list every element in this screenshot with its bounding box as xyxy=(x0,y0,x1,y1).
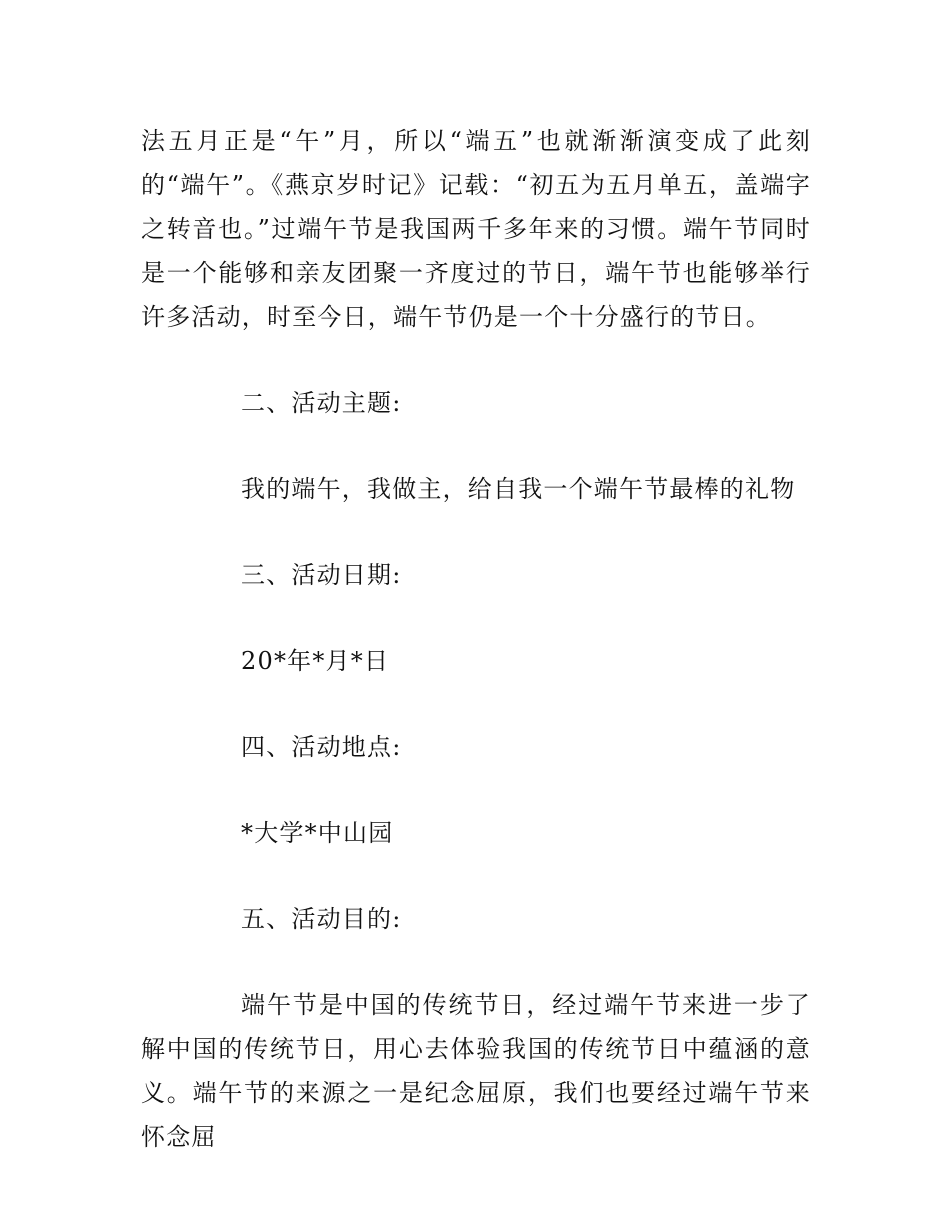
section-heading-purpose: 五、活动目的: xyxy=(241,905,402,933)
spacer xyxy=(141,855,811,897)
spacer xyxy=(141,339,811,381)
spacer xyxy=(141,683,811,725)
spacer xyxy=(141,511,811,553)
intro-paragraph: 法五月正是“午”月，所以“端五”也就渐渐演变成了此刻的“端午”。《燕京岁时记》记载：“初五为五月单五，盖端字之转音也。”过端午节是我国两千多年来的习惯。端午节同时是一个能够和亲友团聚一齐度过的节日，端午节也能够举行许多活动，时至今日，端午节仍是一个十分盛行的节日。 xyxy=(141,127,811,331)
section-heading-date: 三、活动日期: xyxy=(241,561,402,589)
document-body xyxy=(141,119,811,1159)
section-heading-theme: 二、活动主题: xyxy=(241,389,402,417)
section-value-theme: 我的端午，我做主，给自我一个端午节最棒的礼物 xyxy=(241,475,796,503)
purpose-paragraph: 端午节是中国的传统节日，经过端午节来进一步了解中国的传统节日，用心去体验我国的传统节日中蕴涵的意义。端午节的来源之一是纪念屈原，我们也要经过端午节来怀念屈 xyxy=(141,991,811,1151)
spacer xyxy=(141,769,811,811)
section-heading-location: 四、活动地点: xyxy=(241,733,402,761)
spacer xyxy=(141,941,811,983)
section-value-date: 20*年*月*日 xyxy=(241,647,390,675)
spacer xyxy=(141,597,811,639)
section-value-location: *大学*中山园 xyxy=(241,819,394,847)
spacer xyxy=(141,425,811,467)
